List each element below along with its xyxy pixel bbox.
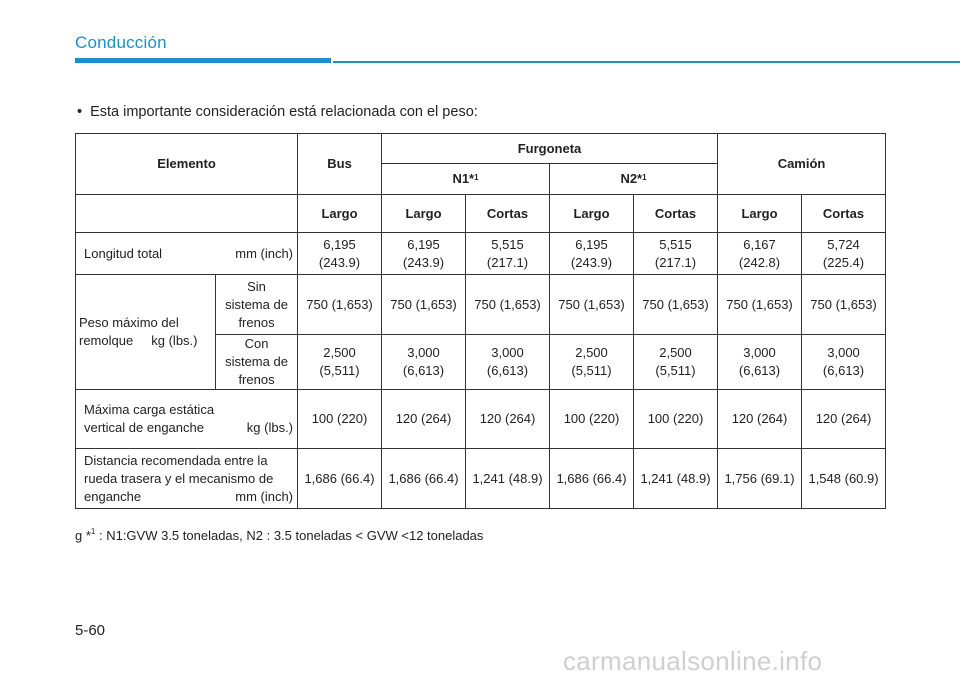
value-cell: 6,195 (243.9) xyxy=(382,233,466,275)
length-n2-largo: Largo xyxy=(550,195,634,233)
value-cell: 2,500 (5,511) xyxy=(550,335,634,390)
value-cell: 120 (264) xyxy=(382,390,466,449)
length-n1-largo: Largo xyxy=(382,195,466,233)
length-truck-largo: Largo xyxy=(718,195,802,233)
row-label-towing: Peso máximo del remolque kg (lbs.) xyxy=(76,275,216,390)
value-cell: 1,241 (48.9) xyxy=(466,449,550,509)
value-cell: 750 (1,653) xyxy=(550,275,634,335)
header-n2: N2*$^1$ xyxy=(550,164,718,195)
header-element: Elemento xyxy=(76,134,298,195)
value-cell: 120 (264) xyxy=(466,390,550,449)
value-cell: 750 (1,653) xyxy=(466,275,550,335)
header-rule-thin xyxy=(333,61,960,63)
value-cell: 1,241 (48.9) xyxy=(634,449,718,509)
bullet-mark: • xyxy=(77,104,83,120)
value-cell: 100 (220) xyxy=(634,390,718,449)
row-label-overall-length: Longitud total mm (inch) xyxy=(76,233,298,275)
row-label-static-load: Máxima carga estática vertical de enganche kg (lbs.) xyxy=(76,390,298,449)
header-van: Furgoneta xyxy=(382,134,718,164)
table-row xyxy=(76,390,886,449)
value-cell: 3,000 (6,613) xyxy=(466,335,550,390)
towing-spec-table xyxy=(75,133,886,509)
value-cell: 750 (1,653) xyxy=(634,275,718,335)
value-cell: 5,724 (225.4) xyxy=(802,233,886,275)
table-row xyxy=(76,233,886,275)
length-bus: Largo xyxy=(298,195,382,233)
value-cell: 5,515 (217.1) xyxy=(634,233,718,275)
value-cell: 3,000 (6,613) xyxy=(802,335,886,390)
value-cell: 6,167 (242.8) xyxy=(718,233,802,275)
intro-bullet xyxy=(77,104,478,120)
value-cell: 100 (220) xyxy=(550,390,634,449)
row-label-distance: Distancia recomendada entre la rueda trasera y el mecanismo de enganche mm (inch) xyxy=(76,449,298,509)
value-cell: 2,500 (5,511) xyxy=(298,335,382,390)
section-title: Conducción xyxy=(75,33,167,52)
sub-label-with-brakes: Con sistema de frenos xyxy=(216,335,298,390)
length-n1-cortas: Cortas xyxy=(466,195,550,233)
value-cell: 1,756 (69.1) xyxy=(718,449,802,509)
value-cell: 750 (1,653) xyxy=(718,275,802,335)
length-truck-cortas: Cortas xyxy=(802,195,886,233)
value-cell: 6,195 (243.9) xyxy=(298,233,382,275)
header-length-blank xyxy=(76,195,298,233)
watermark: carmanualsonline.info xyxy=(563,646,823,676)
page-number: 5-60 xyxy=(75,622,106,639)
table-row xyxy=(76,449,886,509)
header-rule-thick xyxy=(75,58,331,63)
header-truck: Camión xyxy=(718,134,886,195)
value-cell: 120 (264) xyxy=(802,390,886,449)
sub-label-without-brakes: Sin sistema de frenos xyxy=(216,275,298,335)
value-cell: 1,548 (60.9) xyxy=(802,449,886,509)
value-cell: 3,000 (6,613) xyxy=(382,335,466,390)
value-cell: 100 (220) xyxy=(298,390,382,449)
value-cell: 1,686 (66.4) xyxy=(550,449,634,509)
value-cell: 120 (264) xyxy=(718,390,802,449)
value-cell: 750 (1,653) xyxy=(802,275,886,335)
value-cell: 750 (1,653) xyxy=(298,275,382,335)
value-cell: 1,686 (66.4) xyxy=(382,449,466,509)
length-n2-cortas: Cortas xyxy=(634,195,718,233)
table-row xyxy=(76,275,886,335)
header-bus: Bus xyxy=(298,134,382,195)
value-cell: 2,500 (5,511) xyxy=(634,335,718,390)
value-cell: 750 (1,653) xyxy=(382,275,466,335)
intro-text: Esta importante consideración está relacionada con el peso: xyxy=(90,104,478,120)
value-cell: 5,515 (217.1) xyxy=(466,233,550,275)
footnote: g *$^1$ : N1:GVW 3.5 toneladas, N2 : 3.5 toneladas < GVW <12 toneladas xyxy=(75,527,484,543)
value-cell: 1,686 (66.4) xyxy=(298,449,382,509)
value-cell: 6,195 (243.9) xyxy=(550,233,634,275)
value-cell: 3,000 (6,613) xyxy=(718,335,802,390)
header-n1: N1*$^1$ xyxy=(382,164,550,195)
